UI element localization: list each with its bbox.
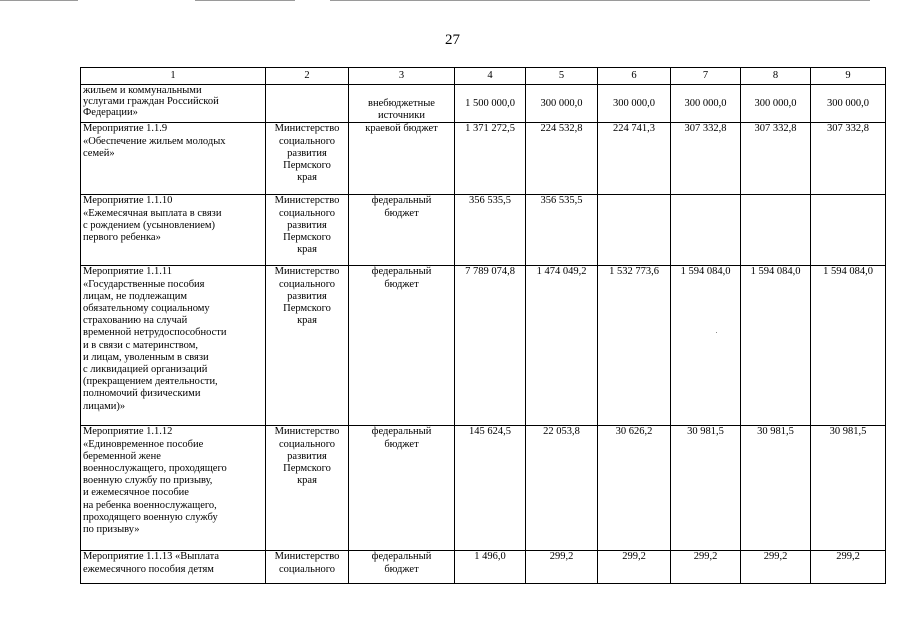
amount-year: 30 981,5 (671, 426, 741, 551)
amount-year (671, 195, 741, 266)
amount-year: 1 594 084,0 (741, 266, 811, 426)
funding-source: федеральный бюджет (349, 551, 455, 584)
amount-year: 307 332,8 (671, 123, 741, 195)
measure-name: Мероприятие 1.1.13 «Выплата ежемесячного пособия детям (81, 551, 266, 584)
amount-year: 300 000,0 (526, 85, 598, 123)
amount-year: 356 535,5 (526, 195, 598, 266)
amount-year: 1 474 049,2 (526, 266, 598, 426)
amount-year: 300 000,0 (671, 85, 741, 123)
amount-year: 30 626,2 (598, 426, 671, 551)
table-row (81, 426, 886, 551)
amount-year: 30 981,5 (741, 426, 811, 551)
responsible-org: Министерство социального развития Пермского края (266, 195, 349, 266)
amount-year: 307 332,8 (811, 123, 886, 195)
table-row (81, 85, 886, 123)
amount-year (598, 195, 671, 266)
amount-year: 300 000,0 (811, 85, 886, 123)
amount-year (741, 195, 811, 266)
amount-year: 224 532,8 (526, 123, 598, 195)
measure-name: Мероприятие 1.1.10 «Ежемесячная выплата в связи с рождением (усыновлением) первого ребенка» (81, 195, 266, 266)
amount-year: 299,2 (671, 551, 741, 584)
page-number: 27 (445, 32, 460, 48)
amount-year: 300 000,0 (598, 85, 671, 123)
amount-year: 22 053,8 (526, 426, 598, 551)
responsible-org: Министерство социального (266, 551, 349, 584)
responsible-org (266, 85, 349, 123)
column-number: 1 (81, 68, 266, 85)
table-row (81, 266, 886, 426)
column-number-row (81, 68, 886, 85)
amount-year: 1 594 084,0 (811, 266, 886, 426)
funding-source: федеральный бюджет (349, 195, 455, 266)
column-number: 4 (455, 68, 526, 85)
top-edge-line (0, 0, 78, 1)
table-row (81, 123, 886, 195)
responsible-org: Министерство социального развития Пермского края (266, 426, 349, 551)
amount-total: 356 535,5 (455, 195, 526, 266)
amount-total: 145 624,5 (455, 426, 526, 551)
top-edge-line (195, 0, 295, 1)
top-edge-line (330, 0, 870, 1)
column-number: 5 (526, 68, 598, 85)
amount-total: 1 500 000,0 (455, 85, 526, 123)
funding-source: федеральный бюджет (349, 426, 455, 551)
amount-year: 224 741,3 (598, 123, 671, 195)
scan-speck (716, 332, 717, 333)
column-number: 2 (266, 68, 349, 85)
amount-total: 7 789 074,8 (455, 266, 526, 426)
measure-name: Мероприятие 1.1.12 «Единовременное пособие беременной жене военнослужащего, проходящего военную службу по призыву, и ежемесячное пособие на ребенка военнослужащего, проходящего военную службу по призыву» (81, 426, 266, 551)
funding-source: краевой бюджет (349, 123, 455, 195)
column-number: 8 (741, 68, 811, 85)
amount-year: 1 532 773,6 (598, 266, 671, 426)
amount-year: 299,2 (811, 551, 886, 584)
amount-year: 299,2 (598, 551, 671, 584)
column-number: 9 (811, 68, 886, 85)
column-number: 7 (671, 68, 741, 85)
responsible-org: Министерство социального развития Пермского края (266, 123, 349, 195)
funding-source: федеральный бюджет (349, 266, 455, 426)
measure-name: Мероприятие 1.1.9 «Обеспечение жильем молодых семей» (81, 123, 266, 195)
measure-name: жильем и коммунальными услугами граждан Российской Федерации» (81, 85, 266, 123)
table-row (81, 551, 886, 584)
measure-name: Мероприятие 1.1.11 «Государственные пособия лицам, не подлежащим обязательному социальному страхованию на случай временной нетрудоспособности и в связи с материнством, и лицам, уволенным в связи с ликвидацией организаций (прекращением деятельности, полномочий физическими лицами)» (81, 266, 266, 426)
amount-year: 299,2 (526, 551, 598, 584)
responsible-org: Министерство социального развития Пермского края (266, 266, 349, 426)
amount-year: 1 594 084,0 (671, 266, 741, 426)
amount-year: 299,2 (741, 551, 811, 584)
budget-table (80, 67, 886, 584)
column-number: 6 (598, 68, 671, 85)
column-number: 3 (349, 68, 455, 85)
amount-total: 1 496,0 (455, 551, 526, 584)
amount-year: 300 000,0 (741, 85, 811, 123)
amount-total: 1 371 272,5 (455, 123, 526, 195)
table-row (81, 195, 886, 266)
amount-year: 30 981,5 (811, 426, 886, 551)
amount-year (811, 195, 886, 266)
amount-year: 307 332,8 (741, 123, 811, 195)
funding-source: внебюджетные источники (349, 85, 455, 123)
